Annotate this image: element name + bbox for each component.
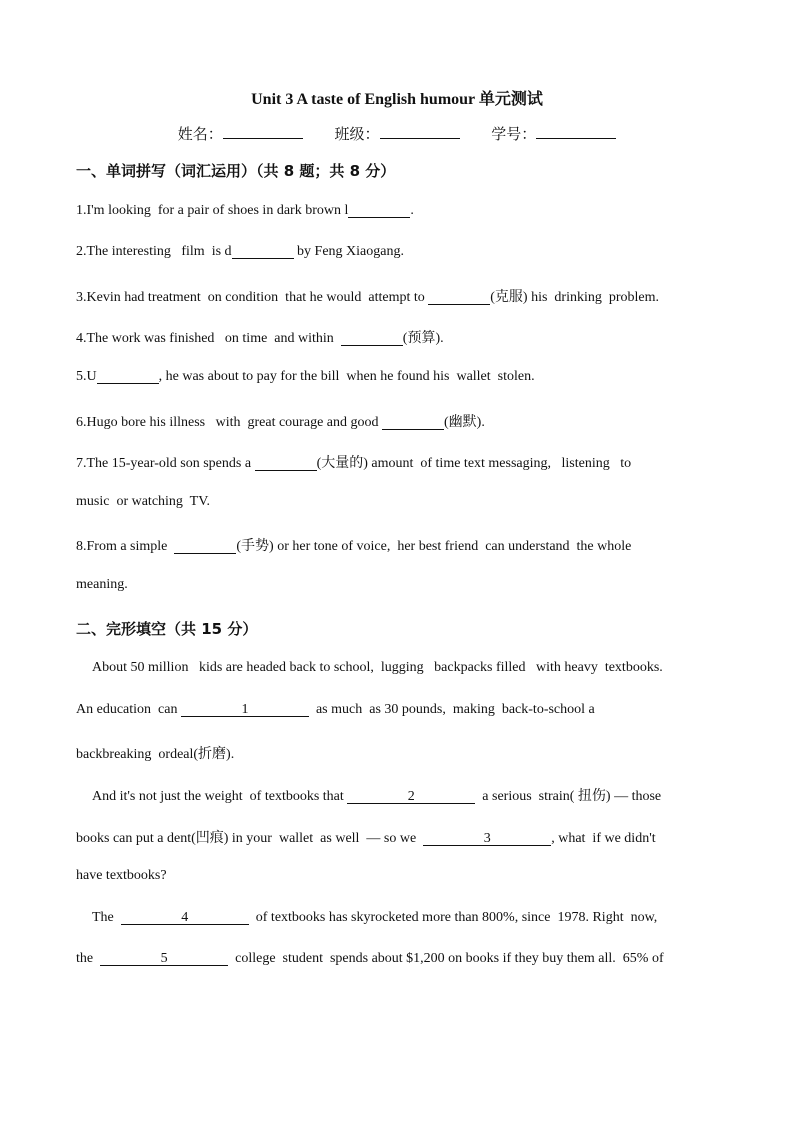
passage-line: The 4 of textbooks has skyrocketed more than 800%, since 1978. Right now, bbox=[92, 910, 658, 925]
question-7: 7.The 15-year-old son spends a (大量的) amount of time text messaging, listening to bbox=[76, 456, 632, 471]
question-7-continued: music or watching TV. bbox=[76, 494, 211, 509]
cloze-blank-5[interactable]: 5 bbox=[100, 952, 228, 966]
class-blank[interactable] bbox=[380, 124, 460, 139]
answer-blank-6[interactable] bbox=[382, 416, 444, 430]
cloze-blank-3[interactable]: 3 bbox=[423, 832, 551, 846]
question-2: 2.The interesting film is d by Feng Xiaogang. bbox=[76, 244, 404, 259]
passage-line: And it's not just the weight of textbooks that 2 a serious strain( 扭伤) — those bbox=[92, 789, 662, 804]
answer-blank-1[interactable] bbox=[348, 204, 410, 218]
passage-line: About 50 million kids are headed back to school, lugging backpacks filled with heavy textbooks. bbox=[92, 660, 663, 675]
name-field[interactable] bbox=[178, 123, 303, 144]
question-5: 5.U , he was about to pay for the bill when he found his wallet stolen. bbox=[76, 369, 535, 384]
answer-blank-4[interactable] bbox=[341, 332, 403, 346]
passage-line: An education can 1 as much as 30 pounds, making back-to-school a bbox=[76, 702, 595, 717]
id-blank[interactable] bbox=[536, 124, 616, 139]
class-label: 班级： bbox=[334, 127, 380, 143]
student-info-row bbox=[0, 123, 794, 144]
answer-blank-7[interactable] bbox=[255, 457, 317, 471]
question-6: 6.Hugo bore his illness with great courage and good (幽默). bbox=[76, 415, 485, 430]
answer-blank-8[interactable] bbox=[174, 540, 236, 554]
answer-blank-2[interactable] bbox=[232, 245, 294, 259]
id-field[interactable] bbox=[491, 123, 616, 144]
section1-heading: 一、单词拼写（词汇运用）（共 8 题；共 8 分） bbox=[76, 162, 396, 180]
cloze-blank-1[interactable]: 1 bbox=[181, 703, 309, 717]
answer-blank-5[interactable] bbox=[97, 370, 159, 384]
passage-line: books can put a dent(凹痕) in your wallet as well — so we 3 , what if we didn't bbox=[76, 831, 656, 846]
question-8: 8.From a simple (手势) or her tone of voice, her best friend can understand the whole bbox=[76, 539, 632, 554]
id-label: 学号： bbox=[491, 127, 537, 143]
question-8-continued: meaning. bbox=[76, 577, 128, 592]
name-label: 姓名： bbox=[177, 127, 223, 143]
cloze-blank-2[interactable]: 2 bbox=[347, 790, 475, 804]
class-field[interactable] bbox=[334, 123, 459, 144]
passage-line: the 5 college student spends about $1,200 on books if they buy them all. 65% of bbox=[76, 951, 664, 966]
name-blank[interactable] bbox=[223, 124, 303, 139]
question-1: 1.I'm looking for a pair of shoes in dark brown l . bbox=[76, 203, 414, 218]
page-title: Unit 3 A taste of English humour 单元测试 bbox=[251, 91, 543, 108]
answer-blank-3[interactable] bbox=[428, 291, 490, 305]
question-4: 4.The work was finished on time and within (预算). bbox=[76, 331, 444, 346]
cloze-blank-4[interactable]: 4 bbox=[121, 911, 249, 925]
passage-line: backbreaking ordeal(折磨). bbox=[76, 747, 235, 762]
section2-heading: 二、完形填空（共 15 分） bbox=[76, 620, 258, 638]
question-3: 3.Kevin had treatment on condition that he would attempt to (克服) his drinking problem. bbox=[76, 290, 660, 305]
passage-line: have textbooks? bbox=[76, 868, 167, 883]
